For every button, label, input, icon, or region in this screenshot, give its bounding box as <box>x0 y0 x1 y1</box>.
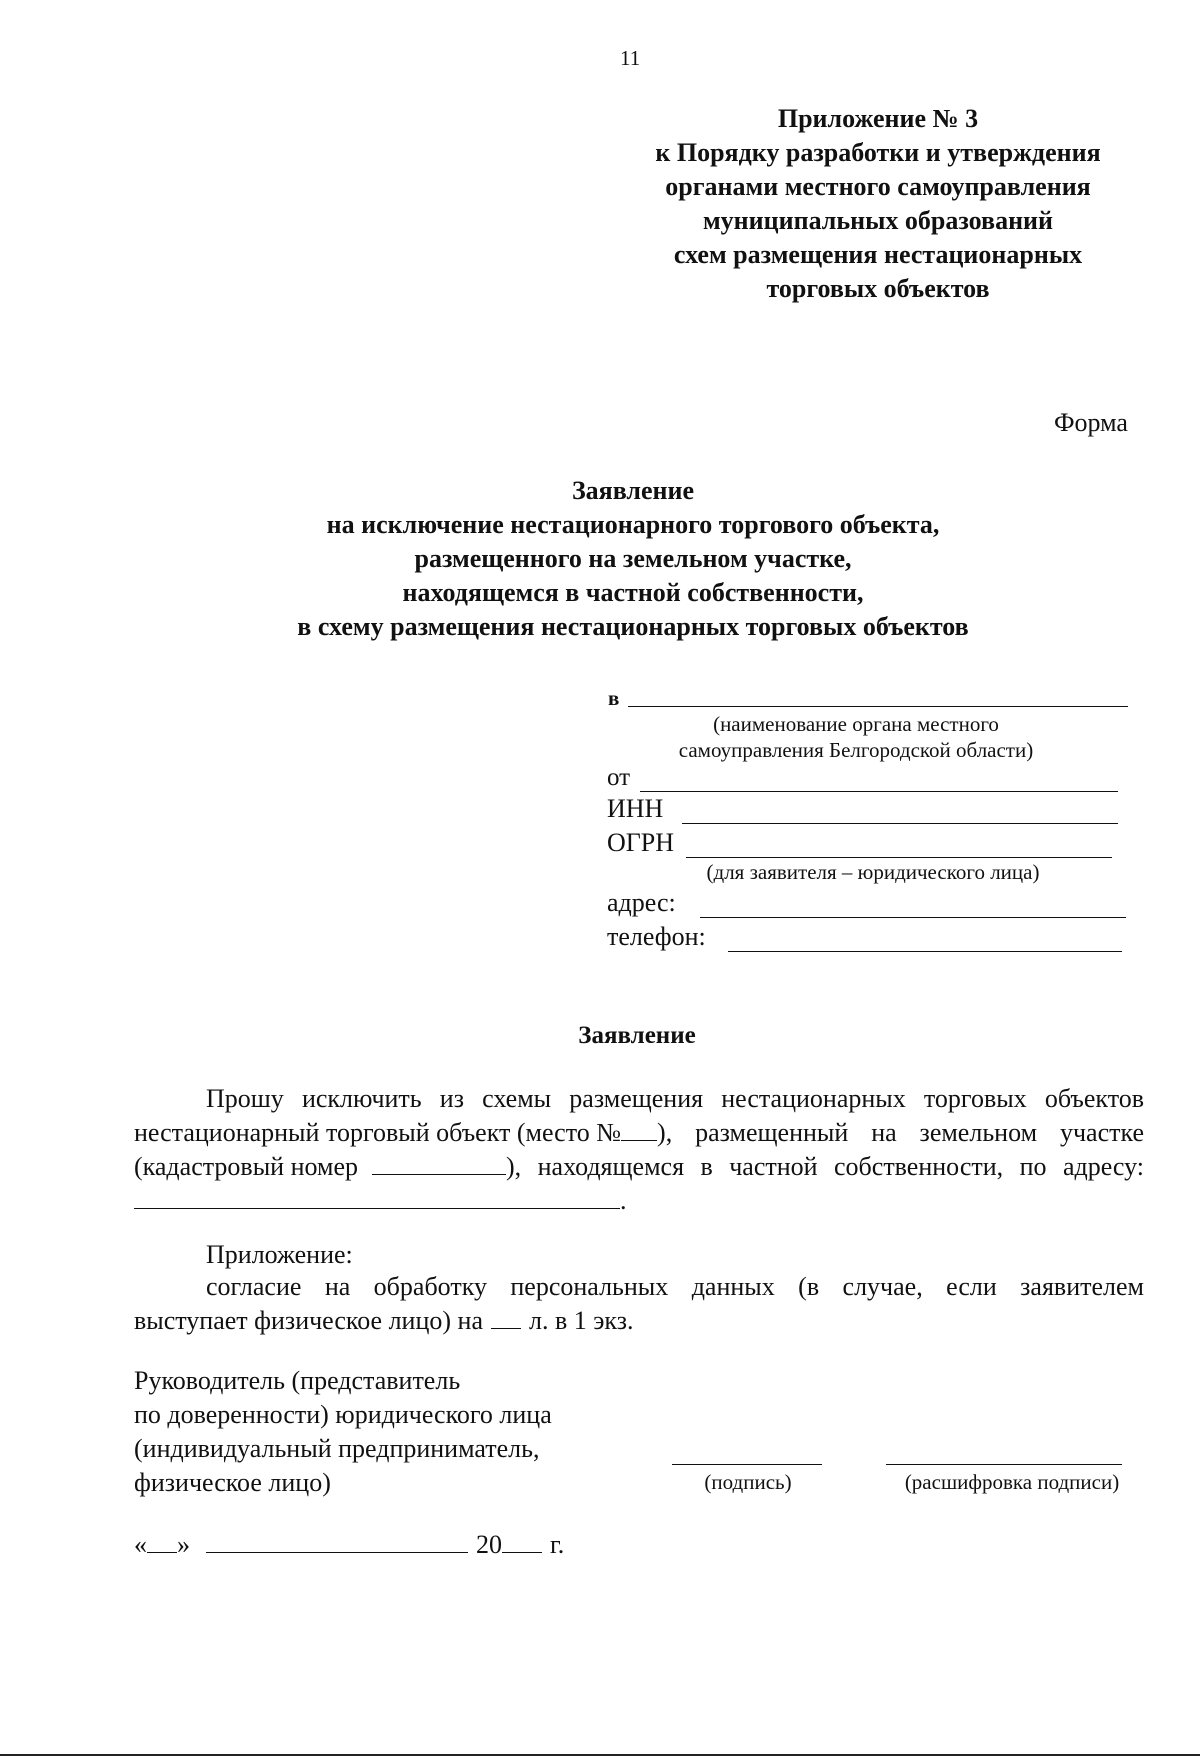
appendix-line: органами местного самоуправления <box>665 172 1091 201</box>
year-field[interactable] <box>502 1551 542 1553</box>
role-line: Руководитель (представитель <box>134 1366 461 1395</box>
inn-field-line[interactable] <box>682 823 1118 824</box>
attachment-label: Приложение: <box>206 1240 353 1269</box>
address-field[interactable] <box>134 1207 620 1209</box>
body-text: л. в 1 экз. <box>529 1306 634 1335</box>
ogrn-field-line[interactable] <box>686 857 1112 858</box>
body-line-2 <box>134 1118 1144 1148</box>
page-number: 11 <box>620 46 641 70</box>
body-line-3 <box>134 1152 1144 1182</box>
to-label: в <box>608 686 620 710</box>
phone-label: телефон: <box>607 922 706 951</box>
signature-decode-field-line[interactable] <box>886 1464 1122 1465</box>
pages-count-field[interactable] <box>491 1327 521 1329</box>
title-line: в схему размещения нестационарных торговых объектов <box>297 612 969 641</box>
year-prefix: 20 <box>476 1530 502 1559</box>
to-hint: (наименование органа местного <box>713 712 999 736</box>
bottom-border <box>0 1754 1200 1756</box>
title-line: Заявление <box>571 476 695 505</box>
role-line: (индивидуальный предприниматель, <box>134 1434 540 1463</box>
inn-label: ИНН <box>607 794 664 823</box>
address-label: адрес: <box>607 888 676 917</box>
body-text: нестационарный торговый объект (место № <box>134 1118 622 1147</box>
date-open-quote: « <box>134 1530 147 1559</box>
appendix-line: схем размещения нестационарных <box>673 240 1083 269</box>
from-label: от <box>607 764 631 791</box>
appendix-line: Приложение № 3 <box>777 104 979 133</box>
form-label: Форма <box>1054 408 1128 437</box>
address-field-line[interactable] <box>700 917 1126 918</box>
attachment-line-1: согласие на обработку персональных данных (в случае, если заявителем <box>206 1272 1144 1301</box>
body-text: выступает физическое лицо) на <box>134 1306 483 1335</box>
attachment-line-2 <box>134 1306 633 1336</box>
date-line <box>134 1530 564 1560</box>
day-field[interactable] <box>147 1551 177 1553</box>
signature-field-line[interactable] <box>672 1464 822 1465</box>
body-text: (кадастровый номер <box>134 1152 358 1181</box>
ogrn-label: ОГРН <box>607 828 675 857</box>
title-line: размещенного на земельном участке, <box>414 544 852 573</box>
body-line-4 <box>134 1186 627 1216</box>
body-line-1: Прошу исключить из схемы размещения нестационарных торговых объектов <box>206 1084 1144 1113</box>
to-hint: самоуправления Белгородской области) <box>678 738 1034 762</box>
signature-decode-hint: (расшифровка подписи) <box>904 1470 1120 1494</box>
title-line: находящемся в частной собственности, <box>402 578 864 607</box>
to-field-line[interactable] <box>628 706 1128 707</box>
appendix-line: торговых объектов <box>766 274 990 303</box>
cadastral-number-field[interactable] <box>372 1173 506 1175</box>
body-text: ), находящемся в частной собственности, по адресу: <box>506 1152 1144 1181</box>
role-line: по доверенности) юридического лица <box>134 1400 552 1429</box>
place-number-field[interactable] <box>621 1139 657 1141</box>
appendix-line: к Порядку разработки и утверждения <box>655 138 1101 167</box>
year-suffix: г. <box>550 1530 565 1559</box>
from-field-line[interactable] <box>640 791 1118 792</box>
title-line: на исключение нестационарного торгового объекта, <box>326 510 940 539</box>
phone-field-line[interactable] <box>728 951 1122 952</box>
ogrn-hint: (для заявителя – юридического лица) <box>706 860 1040 884</box>
date-close-quote: » <box>177 1530 190 1559</box>
month-field[interactable] <box>206 1551 468 1553</box>
body-text: . <box>620 1186 627 1215</box>
signature-hint: (подпись) <box>704 1470 792 1494</box>
appendix-line: муниципальных образований <box>702 206 1054 235</box>
role-line: физическое лицо) <box>134 1468 331 1497</box>
body-text: ), размещенный на земельном участке <box>657 1118 1144 1147</box>
body-title: Заявление <box>578 1022 696 1049</box>
